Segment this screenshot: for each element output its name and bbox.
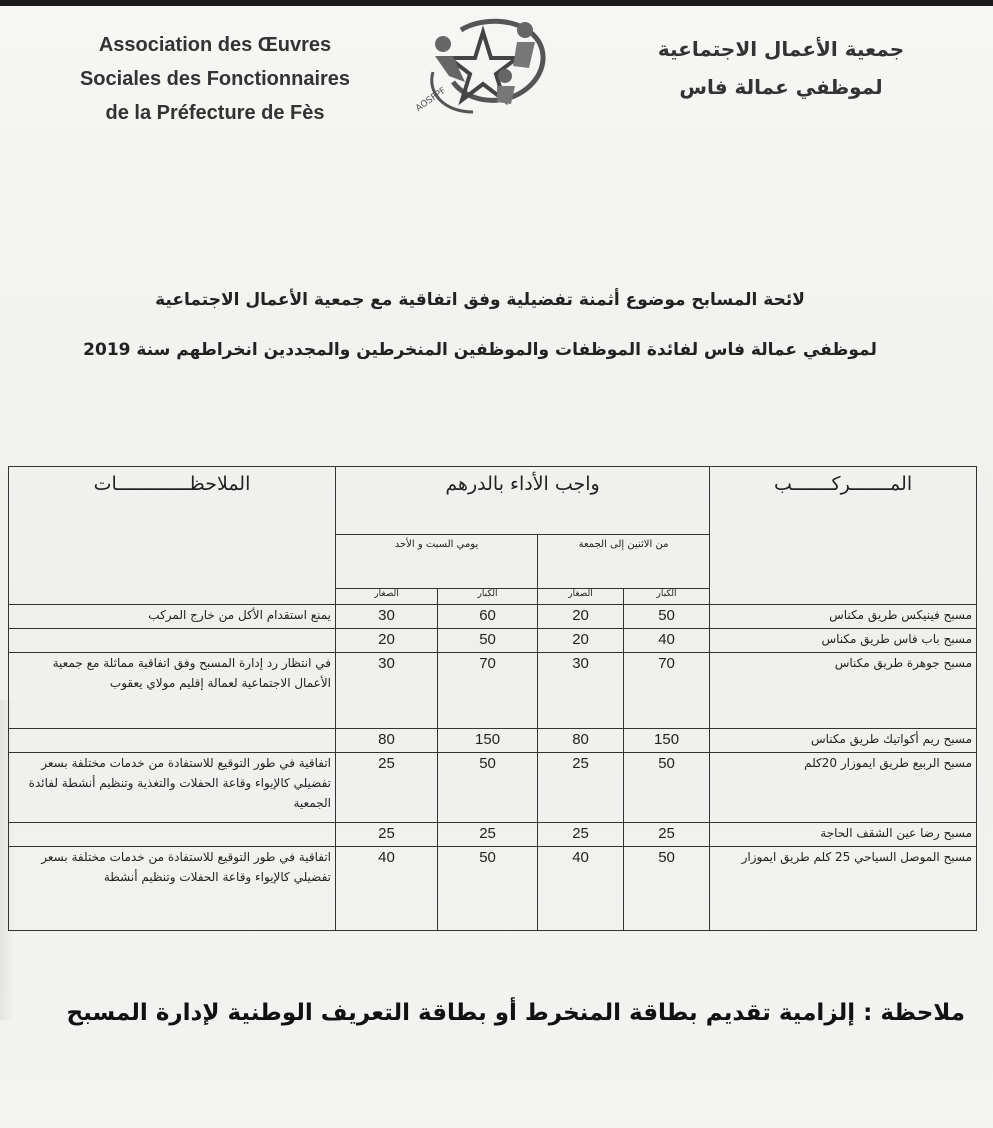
fees-header: واجب الأداء بالدرهم bbox=[336, 467, 710, 535]
price-cell: 50 bbox=[624, 605, 710, 629]
price-cell: 20 bbox=[538, 629, 624, 653]
remark-cell: اتفاقية في طور التوقيع للاستفادة من خدمات مختلفة بسعر تفضيلي كالإيواء وقاعة الحفلات والتغذية وتنظيم أنشطة لفائدة الجمعية bbox=[9, 753, 336, 823]
price-cell: 50 bbox=[438, 847, 538, 931]
table-row bbox=[9, 653, 977, 729]
price-cell: 150 bbox=[438, 729, 538, 753]
table-row bbox=[9, 753, 977, 823]
price-cell: 25 bbox=[538, 823, 624, 847]
place-cell: مسبح فينيكس طريق مكناس bbox=[710, 605, 977, 629]
table-header-row bbox=[9, 467, 977, 535]
children-header: الصغار bbox=[538, 589, 624, 605]
weekend-header: يومي السبت و الأحد bbox=[336, 535, 538, 589]
price-cell: 20 bbox=[336, 629, 438, 653]
table-row bbox=[9, 823, 977, 847]
document-title-line: لموظفي عمالة فاس لفائدة الموظفات والموظفين المنخرطين والمجددين انخراطهم سنة 2019 bbox=[83, 340, 877, 360]
table-row bbox=[9, 729, 977, 753]
place-cell: مسبح جوهرة طريق مكناس bbox=[710, 653, 977, 729]
top-edge bbox=[0, 0, 993, 6]
price-cell: 40 bbox=[624, 629, 710, 653]
remark-cell bbox=[9, 729, 336, 753]
arabic-header-line: لموظفي عمالة فاس bbox=[679, 75, 883, 99]
price-cell: 80 bbox=[538, 729, 624, 753]
remark-cell bbox=[9, 823, 336, 847]
price-cell: 25 bbox=[336, 753, 438, 823]
weekdays-header: من الاثنين إلى الجمعة bbox=[538, 535, 710, 589]
complex-header: المـــــــركـــــــب bbox=[710, 467, 977, 605]
price-cell: 30 bbox=[538, 653, 624, 729]
french-header bbox=[50, 28, 380, 130]
price-cell: 80 bbox=[336, 729, 438, 753]
price-cell: 70 bbox=[438, 653, 538, 729]
price-cell: 70 bbox=[624, 653, 710, 729]
adults-header: الكبار bbox=[624, 589, 710, 605]
price-cell: 50 bbox=[438, 753, 538, 823]
place-cell: مسبح الموصل السياحي 25 كلم طريق ايموزار bbox=[710, 847, 977, 931]
remark-cell: في انتظار رد إدارة المسبح وفق اتفاقية مماثلة مع جمعية الأعمال الاجتماعية لعمالة إقليم مولاي يعقوب bbox=[9, 653, 336, 729]
remark-cell bbox=[9, 629, 336, 653]
place-cell: مسبح الربيع طريق ايموزار 20كلم bbox=[710, 753, 977, 823]
price-cell: 30 bbox=[336, 653, 438, 729]
french-header-line: Sociales des Fonctionnaires bbox=[79, 68, 351, 90]
table-row bbox=[9, 605, 977, 629]
pools-table bbox=[8, 466, 977, 931]
remark-cell: اتفاقية في طور التوقيع للاستفادة من خدمات مختلفة بسعر تفضيلي كالإيواء وقاعة الحفلات وتنظيم أنشطة bbox=[9, 847, 336, 931]
children-header: الصغار bbox=[336, 589, 438, 605]
price-cell: 50 bbox=[624, 753, 710, 823]
price-cell: 25 bbox=[438, 823, 538, 847]
price-cell: 25 bbox=[336, 823, 438, 847]
document-title-line: لائحة المسابح موضوع أثمنة تفضيلية وفق اتفاقية مع جمعية الأعمال الاجتماعية bbox=[155, 290, 805, 310]
price-cell: 40 bbox=[336, 847, 438, 931]
french-header-line: Association des Œuvres bbox=[98, 34, 332, 56]
footer-note: ملاحظة : إلزامية تقديم بطاقة المنخرط أو بطاقة التعريف الوطنية لإدارة المسبح bbox=[66, 1000, 965, 1026]
arabic-header bbox=[641, 30, 921, 106]
place-cell: مسبح رضا عين الشقف الحاجة bbox=[710, 823, 977, 847]
remark-cell: يمنع استقدام الأكل من خارج المركب bbox=[9, 605, 336, 629]
price-cell: 50 bbox=[438, 629, 538, 653]
association-logo-icon bbox=[413, 12, 553, 120]
logo-text: AOSFPF bbox=[414, 85, 449, 114]
adults-header: الكبار bbox=[438, 589, 538, 605]
price-cell: 25 bbox=[538, 753, 624, 823]
place-cell: مسبح باب فاس طريق مكناس bbox=[710, 629, 977, 653]
price-cell: 150 bbox=[624, 729, 710, 753]
price-cell: 30 bbox=[336, 605, 438, 629]
price-cell: 60 bbox=[438, 605, 538, 629]
price-cell: 25 bbox=[624, 823, 710, 847]
price-cell: 50 bbox=[624, 847, 710, 931]
price-cell: 40 bbox=[538, 847, 624, 931]
table-row bbox=[9, 629, 977, 653]
price-cell: 20 bbox=[538, 605, 624, 629]
french-header-line: de la Préfecture de Fès bbox=[105, 102, 325, 124]
place-cell: مسبح ريم أكواتيك طريق مكناس bbox=[710, 729, 977, 753]
remarks-header: الملاحظـــــــــــــات bbox=[9, 467, 336, 605]
table-row bbox=[9, 847, 977, 931]
arabic-header-line: جمعية الأعمال الاجتماعية bbox=[657, 37, 905, 61]
